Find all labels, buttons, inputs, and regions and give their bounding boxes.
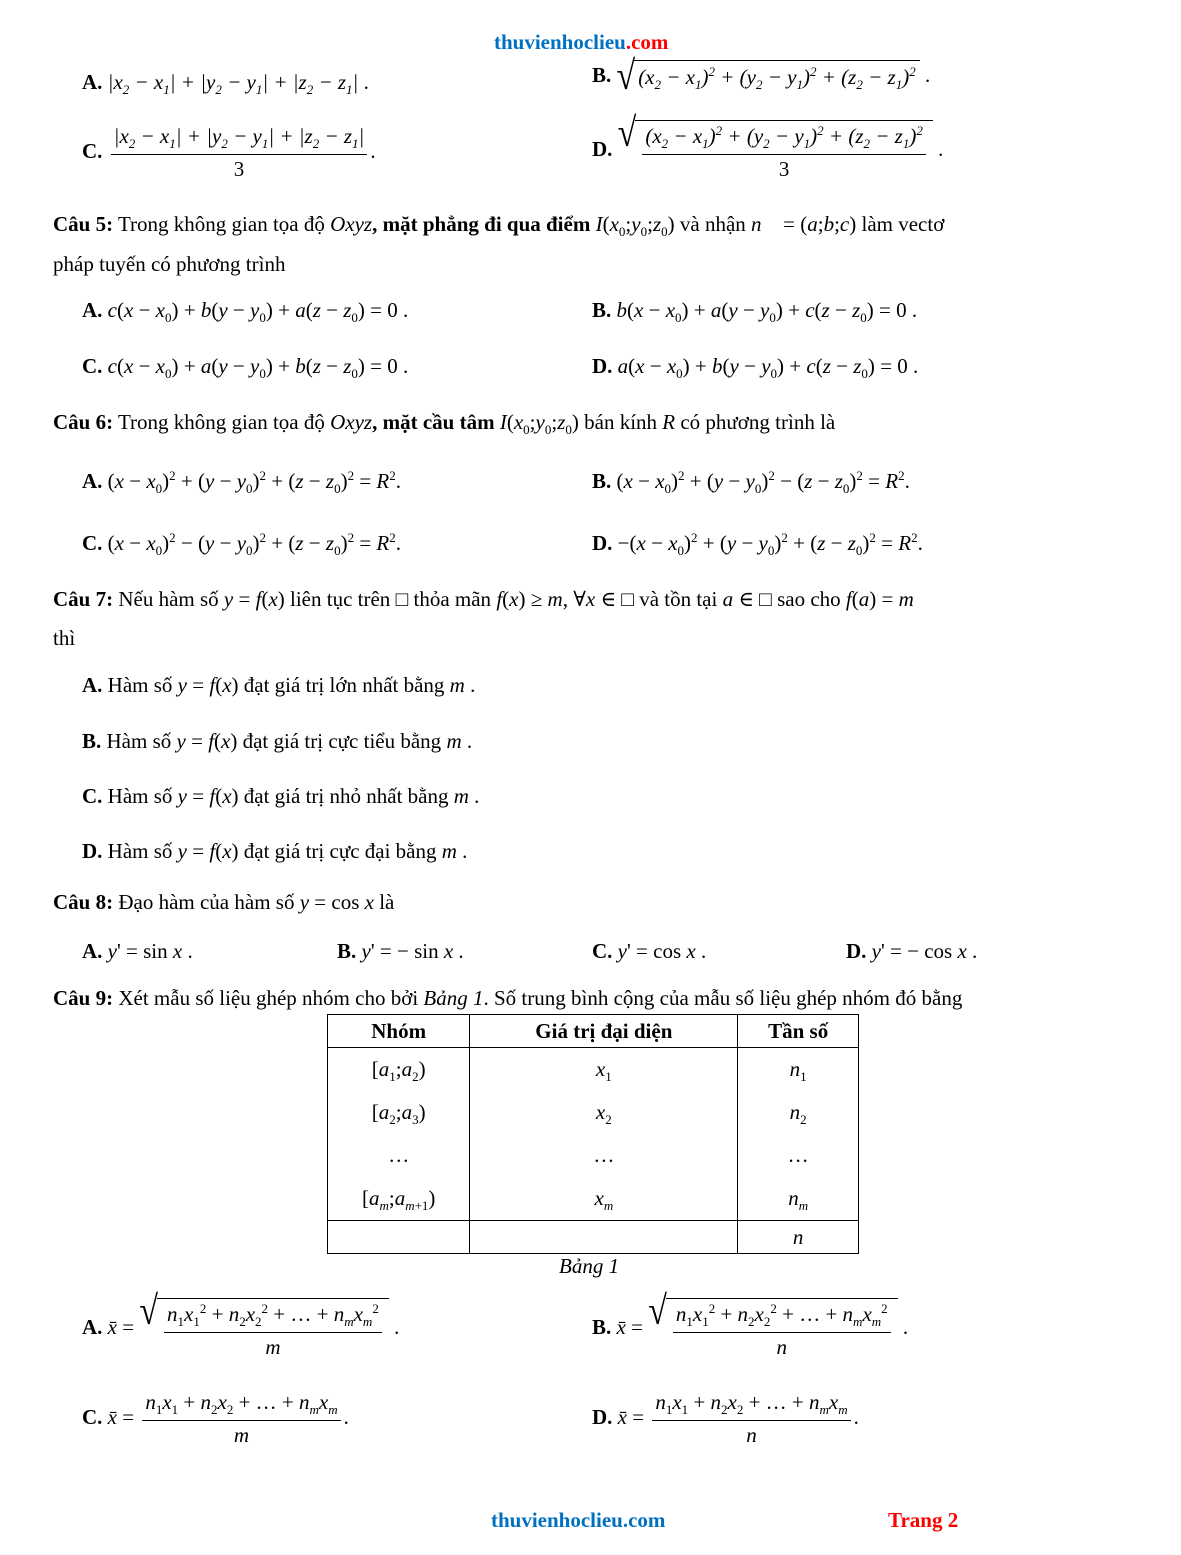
table-cell-frequencies: $n_1$ $n_2$ … $n_m$ xyxy=(738,1048,859,1221)
table-header-nhom: Nhóm xyxy=(328,1015,470,1048)
q7-question-line2: thì xyxy=(53,626,76,650)
q8-option-a: A. y' = sin x . xyxy=(82,939,193,963)
q8-option-b: B. y' = − sin x . xyxy=(337,939,464,963)
q9-option-c: C. x̄ = $\frac{n_1x_1 + n_2x_2 + \dots + n_mx_m}{m}$ . xyxy=(82,1390,349,1448)
q7-option-b: B. Hàm số y = f(x) đạt giá trị cực tiểu bằng m . xyxy=(82,729,473,753)
footer-site-tld: .com xyxy=(622,1508,666,1532)
table-header-gia-tri: Giá trị đại diện xyxy=(470,1015,738,1048)
table-row xyxy=(328,1048,859,1221)
q8-option-c: C. y' = cos x . xyxy=(592,939,707,963)
q7-option-d: D. Hàm số y = f(x) đạt giá trị cực đại bằng m . xyxy=(82,839,468,863)
frequency-table xyxy=(327,1014,859,1254)
table-total: n xyxy=(738,1221,859,1254)
q7-option-c: C. Hàm số y = f(x) đạt giá trị nhỏ nhất bằng m . xyxy=(82,784,480,808)
q5-option-b: B. $b(x - x_0) + a(y - y_0) + c(z - z_0) = 0$ . xyxy=(592,298,918,326)
q4-option-d: D. √ $\frac{(x_2 - x_1)^2 + (y_2 - y_1)^2 + (z_2 - z_1)^2}{3}$ . xyxy=(592,111,944,182)
table-caption: Bảng 1 xyxy=(559,1254,620,1278)
q4-option-a: A. $|x_2 - x_1| + |y_2 - y_1| + |z_2 - z_1|$ . xyxy=(82,70,369,98)
q9-option-b: B. x̄ = √ $\frac{n_1x_1^2 + n_2x_2^2 + \dots + n_mx_m^2}{n}$ . xyxy=(592,1289,909,1360)
header-site-main: thuvienhoclieu xyxy=(494,30,626,54)
q6-option-d: D. $-(x - x_0)^2 + (y - y_0)^2 + (z - z_0)^2 = R^2$. xyxy=(592,530,923,559)
q5-question: Câu 5: Trong không gian tọa độ Oxyz, mặt phẳng đi qua điểm $I(x_0;y_0;z_0)$ và nhận n⃗ = (a;b;c) làm vectơ xyxy=(53,212,945,240)
q6-question: Câu 6: Trong không gian tọa độ Oxyz, mặt cầu tâm $I(x_0;y_0;z_0)$ bán kính R có phương trình là xyxy=(53,410,836,438)
header-site-tld: .com xyxy=(625,30,669,54)
footer-site-main: thuvienhoclieu xyxy=(491,1508,623,1532)
q4-option-c: C. $\frac{|x_2 - x_1| + |y_2 - y_1| + |z_2 - z_1|}{3}$ . xyxy=(82,124,376,182)
q9-question: Câu 9: Xét mẫu số liệu ghép nhóm cho bởi Bảng 1. Số trung bình cộng của mẫu số liệu ghép nhóm đó bằng xyxy=(53,986,963,1010)
q5-option-a: A. $c(x - x_0) + b(y - y_0) + a(z - z_0) = 0$ . xyxy=(82,298,409,326)
table-cell-groups: $[a_1;a_2)$ $[a_2;a_3)$ … $[a_m;a_{m+1})$ xyxy=(328,1048,470,1221)
q6-option-b: B. $(x - x_0)^2 + (y - y_0)^2 - (z - z_0)^2 = R^2$. xyxy=(592,468,910,497)
q6-option-c: C. $(x - x_0)^2 - (y - y_0)^2 + (z - z_0)^2 = R^2$. xyxy=(82,530,401,559)
header-site xyxy=(494,30,668,55)
table-cell-values: $x_1$ $x_2$ … $x_m$ xyxy=(470,1048,738,1221)
q5-option-c: C. $c(x - x_0) + a(y - y_0) + b(z - z_0) = 0$ . xyxy=(82,354,409,382)
q9-option-d: D. x̄ = $\frac{n_1x_1 + n_2x_2 + \dots + n_mx_m}{n}$ . xyxy=(592,1390,859,1448)
footer-site xyxy=(491,1508,665,1533)
page-number: Trang 2 xyxy=(888,1508,959,1532)
q7-option-a: A. Hàm số y = f(x) đạt giá trị lớn nhất bằng m . xyxy=(82,673,476,697)
q8-question: Câu 8: Đạo hàm của hàm số y = cos x là xyxy=(53,890,395,914)
q6-option-a: A. $(x - x_0)^2 + (y - y_0)^2 + (z - z_0)^2 = R^2$. xyxy=(82,468,401,497)
q9-option-a: A. x̄ = √ $\frac{n_1x_1^2 + n_2x_2^2 + \dots + n_mx_m^2}{m}$ . xyxy=(82,1289,400,1360)
table-header-row xyxy=(328,1015,859,1048)
q8-option-d: D. y' = − cos x . xyxy=(846,939,978,963)
q5-option-d: D. $a(x - x_0) + b(y - y_0) + c(z - z_0) = 0$ . xyxy=(592,354,919,382)
q4-option-b: B. √ $(x_2 - x_1)^2 + (y_2 - y_1)^2 + (z_2 - z_1)^2$ . xyxy=(592,54,931,99)
q5-question-line2: pháp tuyến có phương trình xyxy=(53,252,286,276)
table-header-tan-so: Tần số xyxy=(738,1015,859,1048)
table-total-row xyxy=(328,1221,859,1254)
q7-question: Câu 7: Nếu hàm số y = f(x) liên tục trên □ thỏa mãn f(x) ≥ m, ∀x ∈ □ và tồn tại a ∈ □ sao cho f(a) = m xyxy=(53,587,914,611)
